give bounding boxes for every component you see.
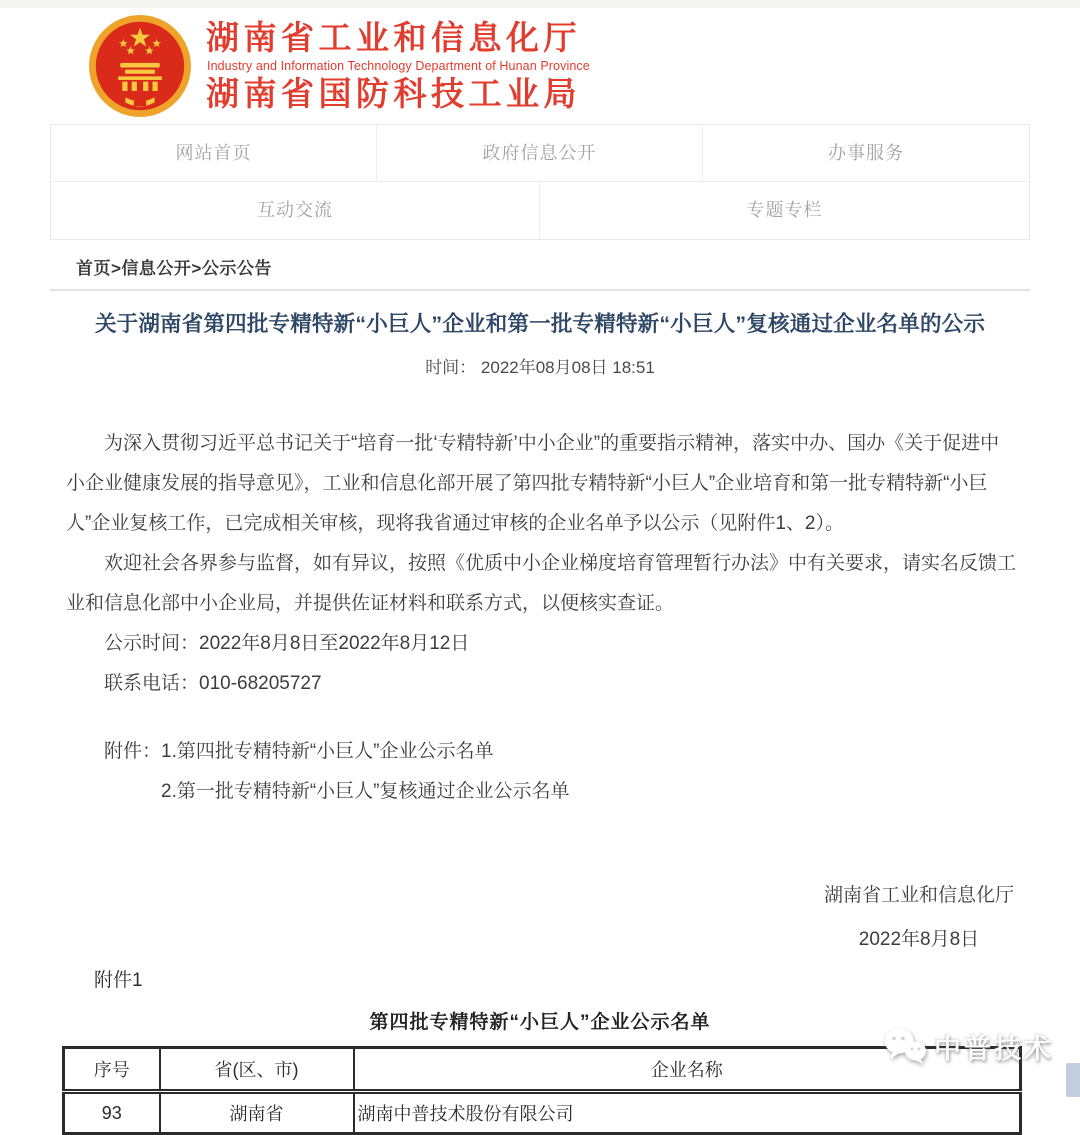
cell-serial: 93 xyxy=(64,1092,160,1134)
table-header-row xyxy=(64,1048,1021,1092)
org-name-en: Industry and Information Technology Department of Hunan Province xyxy=(207,58,590,73)
org-name-cn: 湖南省工业和信息化厅 xyxy=(206,18,581,56)
article-body xyxy=(66,424,1016,812)
org-name-block xyxy=(206,20,590,113)
signature-date: 2022年8月8日 xyxy=(858,929,980,950)
main-nav xyxy=(50,124,1030,240)
appendix-label: 附件1 xyxy=(94,970,143,991)
attachment-item-1: 附件：1.第四批专精特新“小巨人”企业公示名单 xyxy=(104,741,494,762)
nav-row-2 xyxy=(51,182,1029,239)
nav-item-gov-info[interactable]: 政府信息公开 xyxy=(377,125,703,182)
publicity-period: 公示时间：2022年8月8日至2022年8月12日 xyxy=(104,633,470,654)
nav-item-services[interactable]: 办事服务 xyxy=(703,125,1029,182)
breadcrumb[interactable]: 首页>信息公开>公示公告 xyxy=(76,259,272,278)
table-row xyxy=(64,1092,1021,1134)
signature-org: 湖南省工业和信息化厅 xyxy=(823,885,1014,906)
col-header-serial: 序号 xyxy=(64,1048,160,1092)
nav-item-interaction[interactable]: 互动交流 xyxy=(51,182,540,239)
corner-fragment xyxy=(1066,1063,1080,1097)
cell-province: 湖南省 xyxy=(160,1092,354,1134)
signature-block xyxy=(0,880,1014,951)
breadcrumb-bar xyxy=(50,240,1030,291)
page-title: 关于湖南省第四批专精特新“小巨人”企业和第一批专精特新“小巨人”复核通过企业名单的公示 xyxy=(94,312,986,336)
appendix-table-title: 第四批专精特新“小巨人”企业公示名单 xyxy=(369,1012,711,1033)
publish-time: 时间： 2022年08月08日 18:51 xyxy=(425,358,655,377)
paragraph-2: 欢迎社会各界参与监督，如有异议，按照《优质中小企业梯度培育管理暂行办法》中有关要求，请实名反馈工业和信息化部中小企业局，并提供佐证材料和联系方式，以便核实查证。 xyxy=(66,553,1017,614)
watermark-text: 中普技术 xyxy=(934,1033,1054,1064)
col-header-province: 省(区、市) xyxy=(160,1048,354,1092)
nav-row-1 xyxy=(51,125,1029,182)
nav-item-home[interactable]: 网站首页 xyxy=(51,125,377,182)
site-header xyxy=(0,0,1080,124)
attachment-item-2: 2.第一批专精特新“小巨人”复核通过企业公示名单 xyxy=(161,781,570,802)
cell-company: 湖南中普技术股份有限公司 xyxy=(354,1092,1021,1134)
nav-item-special-topics[interactable]: 专题专栏 xyxy=(746,200,823,220)
enterprise-roster-table xyxy=(62,1046,1022,1135)
national-emblem-icon xyxy=(88,14,192,118)
col-header-company: 企业名称 xyxy=(354,1048,1021,1092)
contact-phone: 联系电话：010-68205727 xyxy=(104,673,322,694)
paragraph-1: 为深入贯彻习近平总书记关于“培育一批‘专精特新’中小企业”的重要指示精神，落实中办、国办《关于促进中小企业健康发展的指导意见》，工业和信息化部开展了第四批专精特新“小巨人”企业培育和第一批专精特新“小巨人”企业复核工作，已完成相关审核，现将我省通过审核的企业名单予以公示（见附件1、2）。 xyxy=(66,433,1000,534)
org-name-cn2: 湖南省国防科技工业局 xyxy=(206,74,581,112)
attachments-list xyxy=(66,732,1016,812)
